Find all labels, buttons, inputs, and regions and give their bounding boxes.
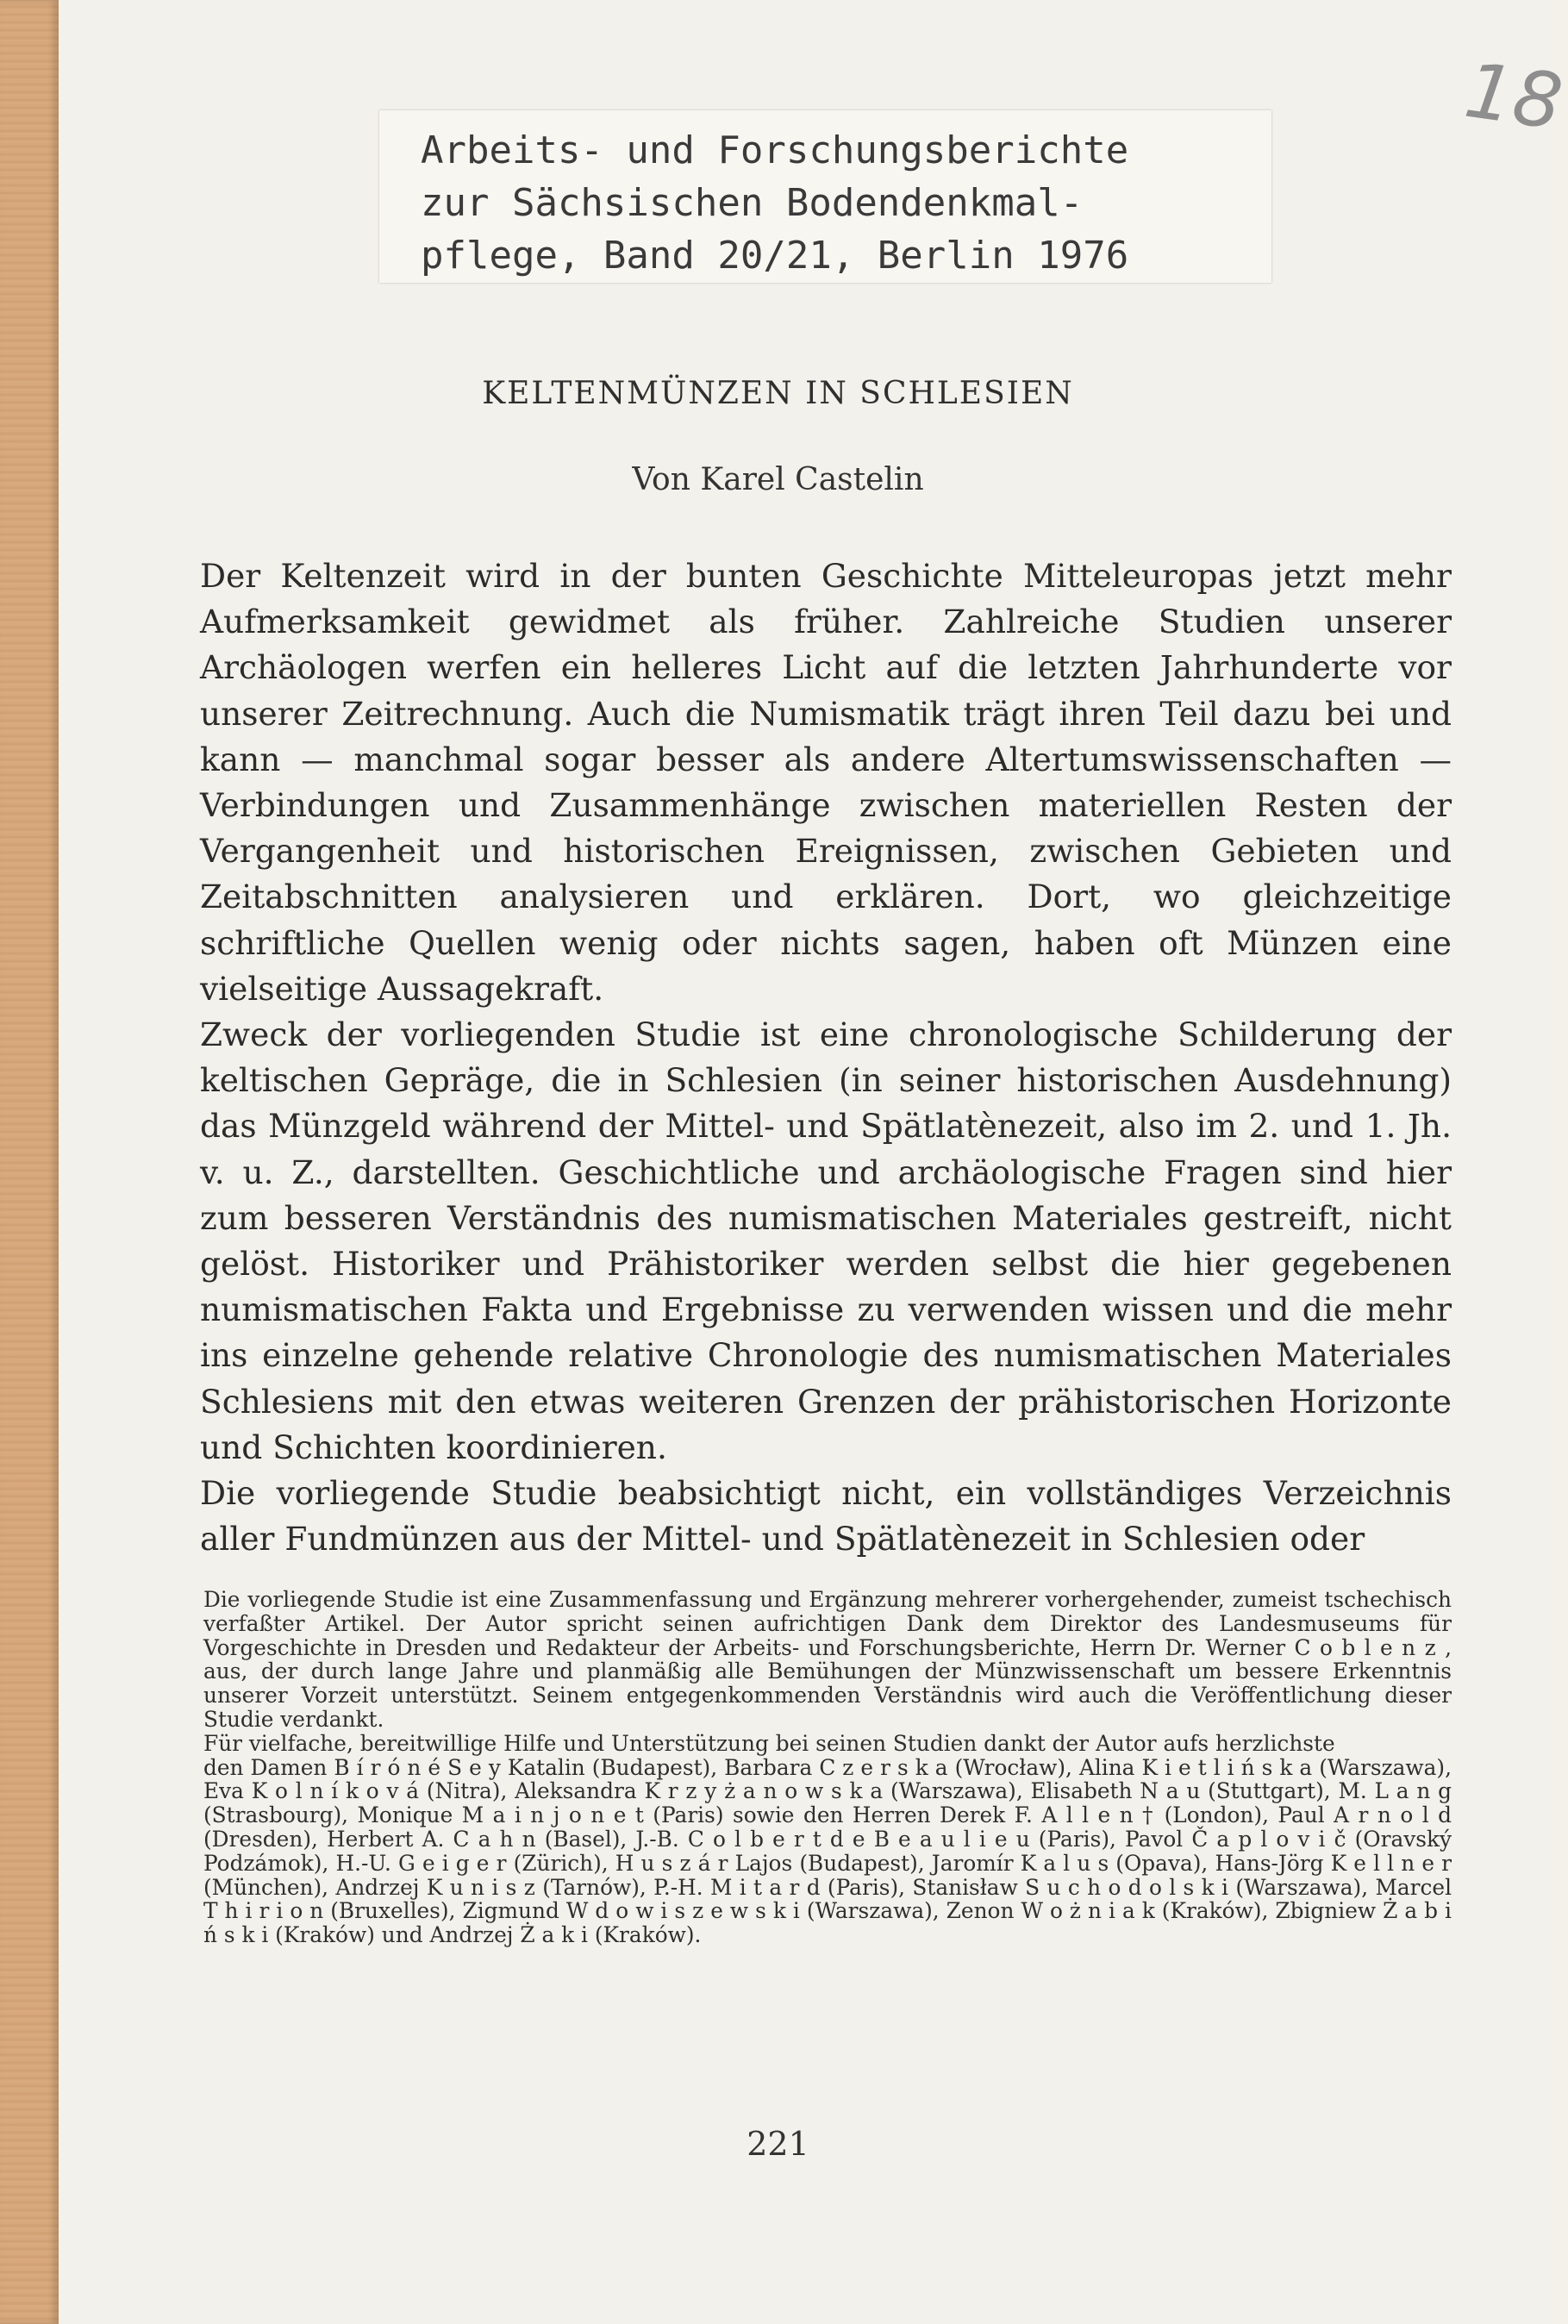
stamp-line: pflege, Band 20/21, Berlin 1976	[421, 234, 1129, 278]
footnote-paragraph: Die vorliegende Studie ist eine Zusammenfassung und Ergänzung mehrerer vorhergehender, zumeist tschechisch verfaßter Artikel. Der Autor spricht seinen aufrichtigen Dank dem Direktor des Landesmuseums für Vorgeschichte in Dresden und Redakteur der Arbeits- und Forschungsberichte, Herrn Dr. Werner C o b l e n z , aus, der durch lange Jahre und planmäßig alle Bemühungen der Münzwissenschaft um bessere Erkenntnis unserer Vorzeit unterstützt. Seinem entgegenkommenden Verständnis wird auch die Veröffentlichung dieser Studie verdankt.	[203, 1587, 1452, 1732]
publication-stamp	[379, 110, 1271, 283]
body-paragraph: Zweck der vorliegenden Studie ist eine chronologische Schilderung der keltischen Gepräge, die in Schlesien (in seiner historischen Ausdehnung) das Münzgeld während der Mittel- und Spätlatènezeit, also im 2. und 1. Jh. v. u. Z., darstellten. Geschichtliche und archäologische Fragen sind hier zum besseren Verständnis des numismatischen Materiales gestreift, nicht gelöst. Historiker und Prähistoriker werden selbst die hier gegebenen numismatischen Fakta und Ergebnisse zu verwenden wissen und die mehr ins einzelne gehende relative Chronologie des numismatischen Materiales Schlesiens mit den etwas weiteren Grenzen der prähistorischen Horizonte und Schichten koordinieren.	[200, 1015, 1452, 1466]
stamp-line: zur Sächsischen Bodendenkmal-	[421, 181, 1084, 225]
article-author: Von Karel Castelin	[632, 462, 924, 497]
book-spine-edge	[0, 0, 59, 2324]
body-paragraph: Der Keltenzeit wird in der bunten Geschichte Mitteleuropas jetzt mehr Aufmerksamkeit gewidmet als früher. Zahlreiche Studien unserer Archäologen werfen ein helleres Licht auf die letzten Jahrhunderte vor unserer Zeitrechnung. Auch die Numismatik trägt ihren Teil dazu bei und kann — manchmal sogar besser als andere Altertumswissenschaften — Verbindungen und Zusammenhänge zwischen materiellen Resten der Vergangenheit und historischen Ereignissen, zwischen Gebieten und Zeitabschnitten analysieren und erklären. Dort, wo gleichzeitige schriftliche Quellen wenig oder nichts sagen, haben oft Münzen eine vielseitige Aussagekraft.	[200, 557, 1452, 1008]
article-title: KELTENMÜNZEN IN SCHLESIEN	[482, 376, 1074, 411]
footnote-paragraph: den Damen B í r ó n é S e y Katalin (Budapest), Barbara C z e r s k a (Wrocław), Alina K i e t l i ń s k a (Warszawa), Eva K o l n í k o v á (Nitra), Aleksandra K r z y ż a n o w s k a (Warszawa), Elisabeth N a u (Stuttgart), M. L a n g (Strasbourg), Monique M a i n j o n e t (Paris) sowie den Herren Derek F. A l l e n † (London), Paul A r n o l d (Dresden), Herbert A. C a h n (Basel), J.-B. C o l b e r t d e B e a u l i e u (Paris), Pavol Č a p l o v i č (Oravský Podzámok), H.-U. G e i g e r (Zürich), H u s z á r Lajos (Budapest), Jaromír K a l u s (Opava), Hans-Jörg K e l l n e r (München), Andrzej K u n i s z (Tarnów), P.-H. M i t a r d (Paris), Stanisław S u c h o d o l s k i (Warszawa), Marcel T h i r i o n (Bruxelles), Zigmund W d o w i s z e w s k i (Warszawa), Zenon W o ż n i a k (Kraków), Zbigniew Ż a b i ń s k i (Kraków) und Andrzej Ż a k i (Kraków).	[203, 1754, 1452, 1948]
body-paragraph: Die vorliegende Studie beabsichtigt nicht, ein vollständiges Verzeichnis aller Fundmünzen aus der Mittel- und Spätlatènezeit in Schlesien oder	[200, 1474, 1452, 1559]
footnote	[203, 1588, 1452, 1947]
page-number: 221	[747, 2125, 809, 2163]
footnote-paragraph: Für vielfache, bereitwillige Hilfe und Unterstützung bei seinen Studien dankt der Autor aufs herzlichste	[203, 1730, 1335, 1756]
pencil-page-mark: 18	[1459, 45, 1568, 147]
stamp-line: Arbeits- und Forschungsberichte	[421, 128, 1129, 172]
article-body	[200, 553, 1452, 1562]
